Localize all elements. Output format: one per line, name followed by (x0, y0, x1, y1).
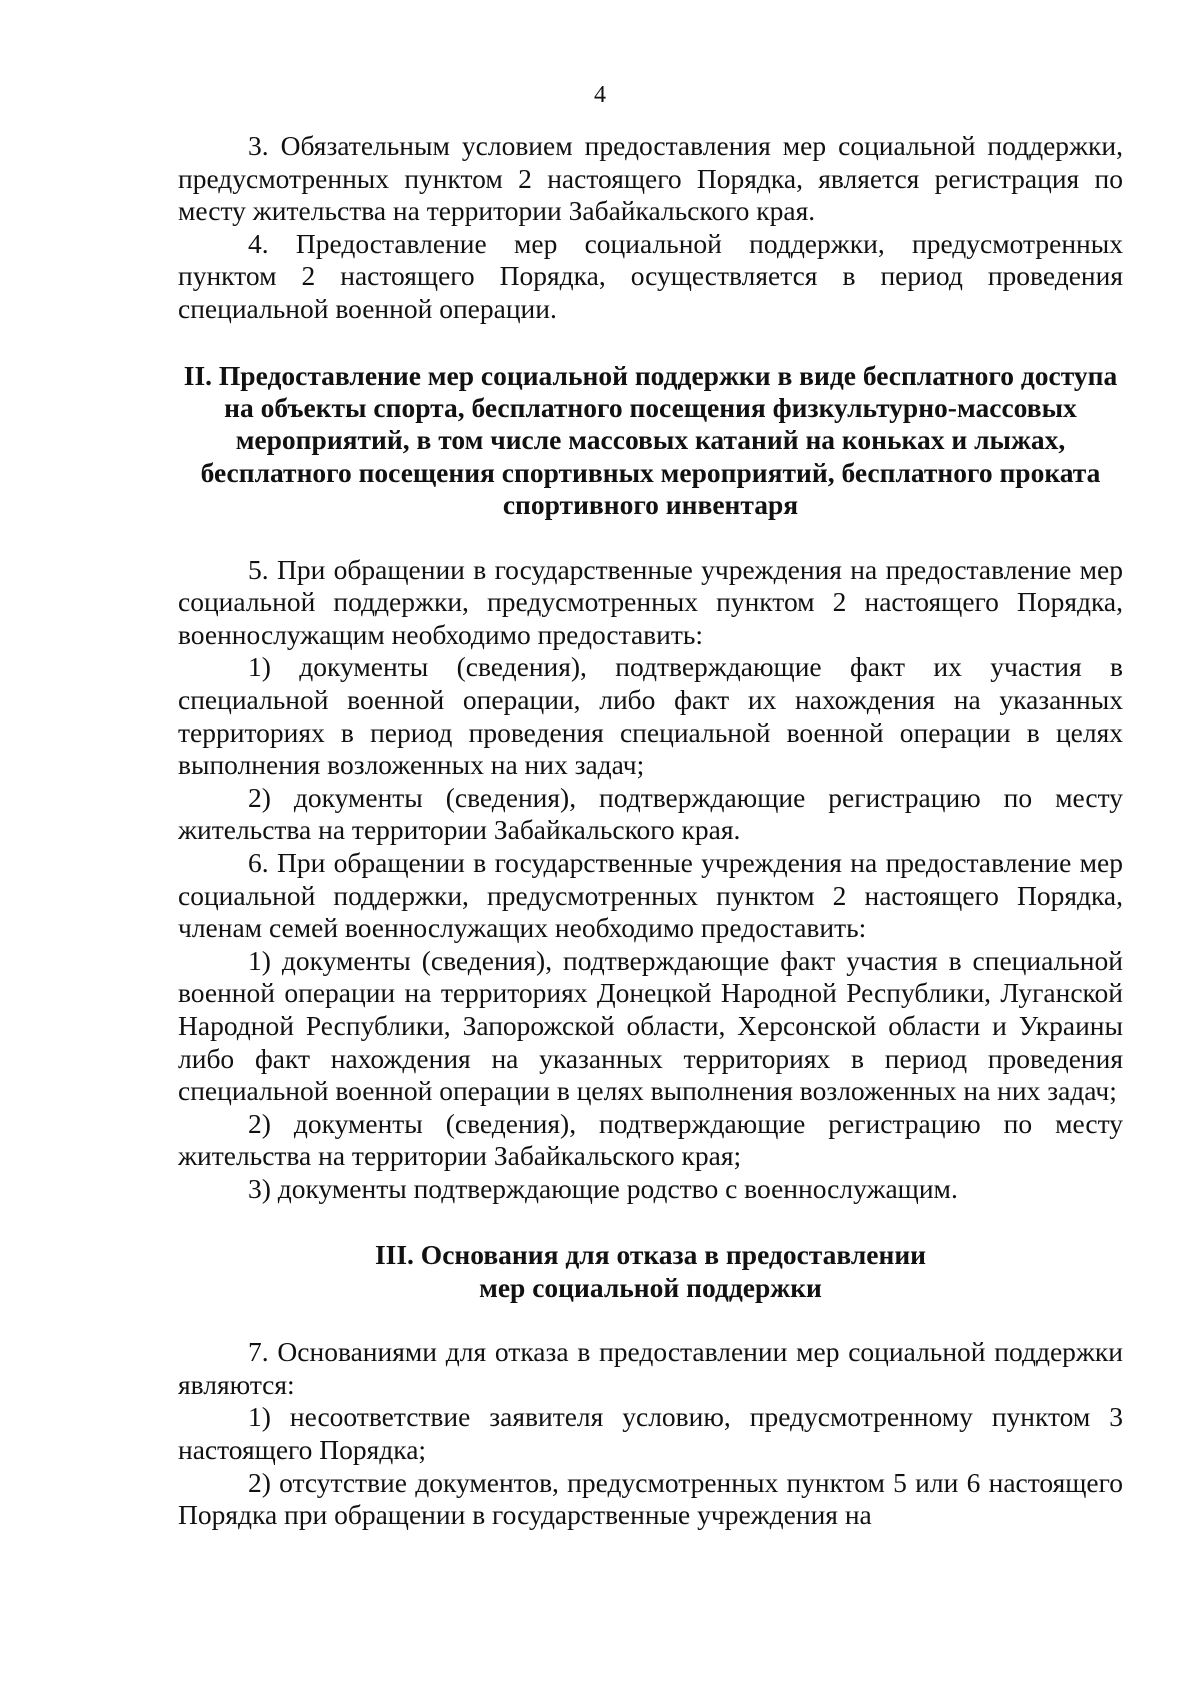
paragraph-7: 7. Основаниями для отказа в предоставлении мер социальной поддержки являются: (178, 1336, 1123, 1400)
paragraph-6-item-1: 1) документы (сведения), подтверждающие факт участия в специальной военной операции на территориях Донецкой Народной Республики, Луганской Народной Республики, Запорожской области, Херсонской области и Украины либо факт нахождения на указанных территориях в период проведения специальной военной операции в целях выполнения возложенных на них задач; (178, 944, 1123, 1107)
paragraph-7-item-1: 1) несоответствие заявителя условию, предусмотренному пунктом 3 настоящего Порядка; (178, 1401, 1123, 1466)
paragraph-6-item-2: 2) документы (сведения), подтверждающие регистрацию по месту жительства на территории Забайкальского края; (178, 1107, 1123, 1172)
document-body (178, 130, 1123, 1532)
paragraph-4: 4. Предоставление мер социальной поддержки, предусмотренных пунктом 2 настоящего Порядка, осуществляется в период проведения специальной военной операции. (178, 227, 1123, 324)
section-3-heading-line-2: мер социальной поддержки (479, 1271, 822, 1303)
section-3-heading-line-1: III. Основания для отказа в предоставлении (374, 1239, 927, 1271)
paragraph-3: 3. Обязательным условием предоставления мер социальной поддержки, предусмотренных пунктом 2 настоящего Порядка, является регистрация по месту жительства на территории Забайкальского края. (178, 130, 1123, 227)
paragraph-5-item-1: 1) документы (сведения), подтверждающие факт их участия в специальной военной операции, либо факт их нахождения на указанных территориях в период проведения специальной военной операции в целях выполнения возложенных на них задач; (178, 651, 1123, 781)
paragraph-6-item-3: 3) документы подтверждающие родство с военнослужащим. (248, 1172, 958, 1204)
paragraph-7-item-2: 2) отсутствие документов, предусмотренных пунктом 5 или 6 настоящего Порядка при обращении в государственные учреждения на (178, 1466, 1123, 1531)
paragraph-5-item-2: 2) документы (сведения), подтверждающие регистрацию по месту жительства на территории Забайкальского края. (178, 781, 1123, 846)
paragraph-5: 5. При обращении в государственные учреждения на предоставление мер социальной поддержки, предусмотренных пунктом 2 настоящего Порядка, военнослужащим необходимо предоставить: (178, 553, 1123, 650)
section-3-heading (178, 1239, 1123, 1304)
paragraph-6: 6. При обращении в государственные учреждения на предоставление мер социальной поддержки, предусмотренных пунктом 2 настоящего Порядка, членам семей военнослужащих необходимо предоставить: (178, 846, 1123, 944)
section-2-heading: II. Предоставление мер социальной поддержки в виде бесплатного доступа на объекты спорта, бесплатного посещения физкультурно-массовых мероприятий, в том числе массовых катаний на коньках и лыжах, бесплатного посещения спортивных мероприятий, бесплатного проката спортивного инвентаря (183, 359, 1118, 521)
page-number: 4 (594, 82, 606, 108)
